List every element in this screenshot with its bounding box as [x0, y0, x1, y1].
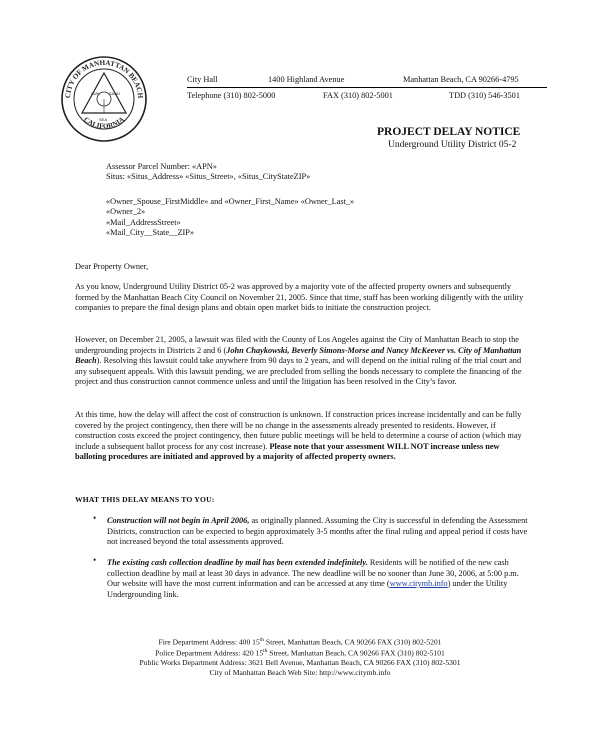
footer-police-b: Street, Manhattan Beach, CA 90266 FAX (310) 802-5101 [267, 648, 445, 658]
assessor-parcel-number: Assessor Parcel Number: «APN» [106, 162, 217, 171]
bullet-1-marker: • [93, 513, 97, 523]
letterhead-rule [187, 87, 547, 88]
seal-top-text: CITY OF MANHATTAN BEACH [63, 58, 145, 99]
footer-fire-b: Street, Manhattan Beach, CA 90266 FAX (310) 802-5201 [264, 637, 442, 647]
owner-line-2: «Owner_2» [106, 207, 146, 216]
notice-title: PROJECT DELAY NOTICE [377, 126, 521, 138]
section-heading: WHAT THIS DELAY MEANS TO YOU: [75, 495, 215, 504]
paragraph-1: As you know, Underground Utility District 05-2 was approved by a majority vote of the affected property owners and subsequently formed by the Manhattan Beach City Council on November 21, 2005. Since that time, staff has been working diligently with the utility companies to prepare the final design plans and obtain open market bids to initiate the construction project. [75, 282, 524, 312]
seal-sun-text: SUN [91, 91, 100, 96]
letterhead-fax: FAX (310) 802-5001 [323, 91, 393, 100]
seal-sea-text: SEA [99, 117, 108, 122]
city-seal [60, 55, 148, 143]
footer-fire-a: Fire Department Address: 400 15 [158, 637, 260, 647]
footer-police-a: Police Department Address: 420 15 [155, 648, 264, 658]
bullet-2-text [107, 558, 529, 600]
salutation: Dear Property Owner, [75, 262, 149, 271]
notice-subtitle: Underground Utility District 05-2 [388, 140, 517, 150]
p2-text-b: ). Resolving this lawsuit could take anywhere from 90 days to 2 years, and will depend on the initial ruling of the trial court and any subsequent appeals. With this lawsuit pending, we are precluded from selling the bonds necessary to complete the financing of the project and thus construction cannot commence unless and until the litigation has been resolved in the City’s favor. [75, 356, 522, 386]
p3-bold-note: Please note that your assessment WILL NOT increase unless new balloting procedures are initiated and approved by a majority of affected property owners. [75, 441, 500, 461]
situs-address: Situs: «Situs_Address» «Situs_Street», «Situs_CityStateZIP» [106, 172, 311, 181]
svg-text:CITY OF MANHATTAN BEACH [64, 59, 144, 99]
bullet-2-lead: The existing cash collection deadline by mail has been extended indefinitely. [107, 558, 368, 567]
letterhead-tdd: TDD (310) 546-3501 [449, 91, 520, 100]
seal-sand-text: SAND [109, 91, 121, 96]
paragraph-2 [75, 335, 527, 388]
website-link[interactable]: www.citymb.info [389, 579, 448, 588]
p3-text: At this time, how the delay will affect the cost of construction is unknown. If construction prices increase incidentally and can be fully covered by the project contingency, then there will be no change in the assessments already presented to residents. However, if construction costs exceed the project contingency, then future public meetings will be held to determine a course of action (which may include a subsequent ballot process for any cost increase). [75, 410, 522, 451]
letterhead-street: 1400 Highland Avenue [268, 75, 345, 84]
bullet-2-end: ) under the Utility Undergrounding link. [107, 579, 508, 599]
letterhead-city-state-zip: Manhattan Beach, CA 90266-4795 [403, 75, 519, 84]
footer-fire-sup: th [259, 637, 265, 643]
p2-text-a: However, on December 21, 2005, a lawsuit was filed with the County of Los Angeles against the City of Manhattan Beach to stop the undergrounding projects in Districts 2 and 6 ( [75, 335, 519, 355]
owner-line-1: «Owner_Spouse_FirstMiddle» and «Owner_First_Name» «Owner_Last_» [106, 197, 355, 206]
bullet-2-marker: • [93, 555, 97, 565]
p2-case-name: John Chaykowski, Beverly Simons-Morse and Nancy McKeever vs. City of Manhattan Beach [75, 345, 522, 365]
footer-police-sup: th [263, 648, 268, 654]
bullet-1-text [107, 516, 529, 548]
seal-bottom-text: CALIFORNIA [82, 115, 126, 131]
bullet-2-rest: Residents will be notified of the new cash collection deadline by mail at least 30 days in advance. The new deadline will be no sooner than June 30, 2006, at 5:00 p.m. Our website will have the most current information and can be accessed at any time ( [107, 558, 519, 588]
letterhead-city-hall: City Hall [187, 75, 218, 84]
paragraph-3 [75, 410, 527, 463]
footer-police-department [0, 647, 600, 658]
footer-website: City of Manhattan Beach Web Site: http://www.citymb.info [209, 668, 391, 677]
bullet-1-lead: Construction will not begin in April 2006, [107, 516, 250, 525]
mail-city-state-zip: «Mail_City__State__ZIP» [106, 228, 195, 237]
mail-street: «Mail_AddressStreet» [106, 218, 181, 227]
footer-public-works: Public Works Department Address: 3621 Bell Avenue, Manhattan Beach, CA 90266 FAX (310) 802-5301 [139, 658, 461, 667]
bullet-1-rest: as originally planned. Assuming the City is successful in defending the Assessment Districts, construction can be expected to begin approximately 3-5 months after the final ruling and appeal period if costs have not increased beyond the total assessments approved. [107, 516, 528, 546]
letterhead-telephone: Telephone (310) 802-5000 [187, 91, 276, 100]
footer-fire-department [0, 636, 600, 647]
